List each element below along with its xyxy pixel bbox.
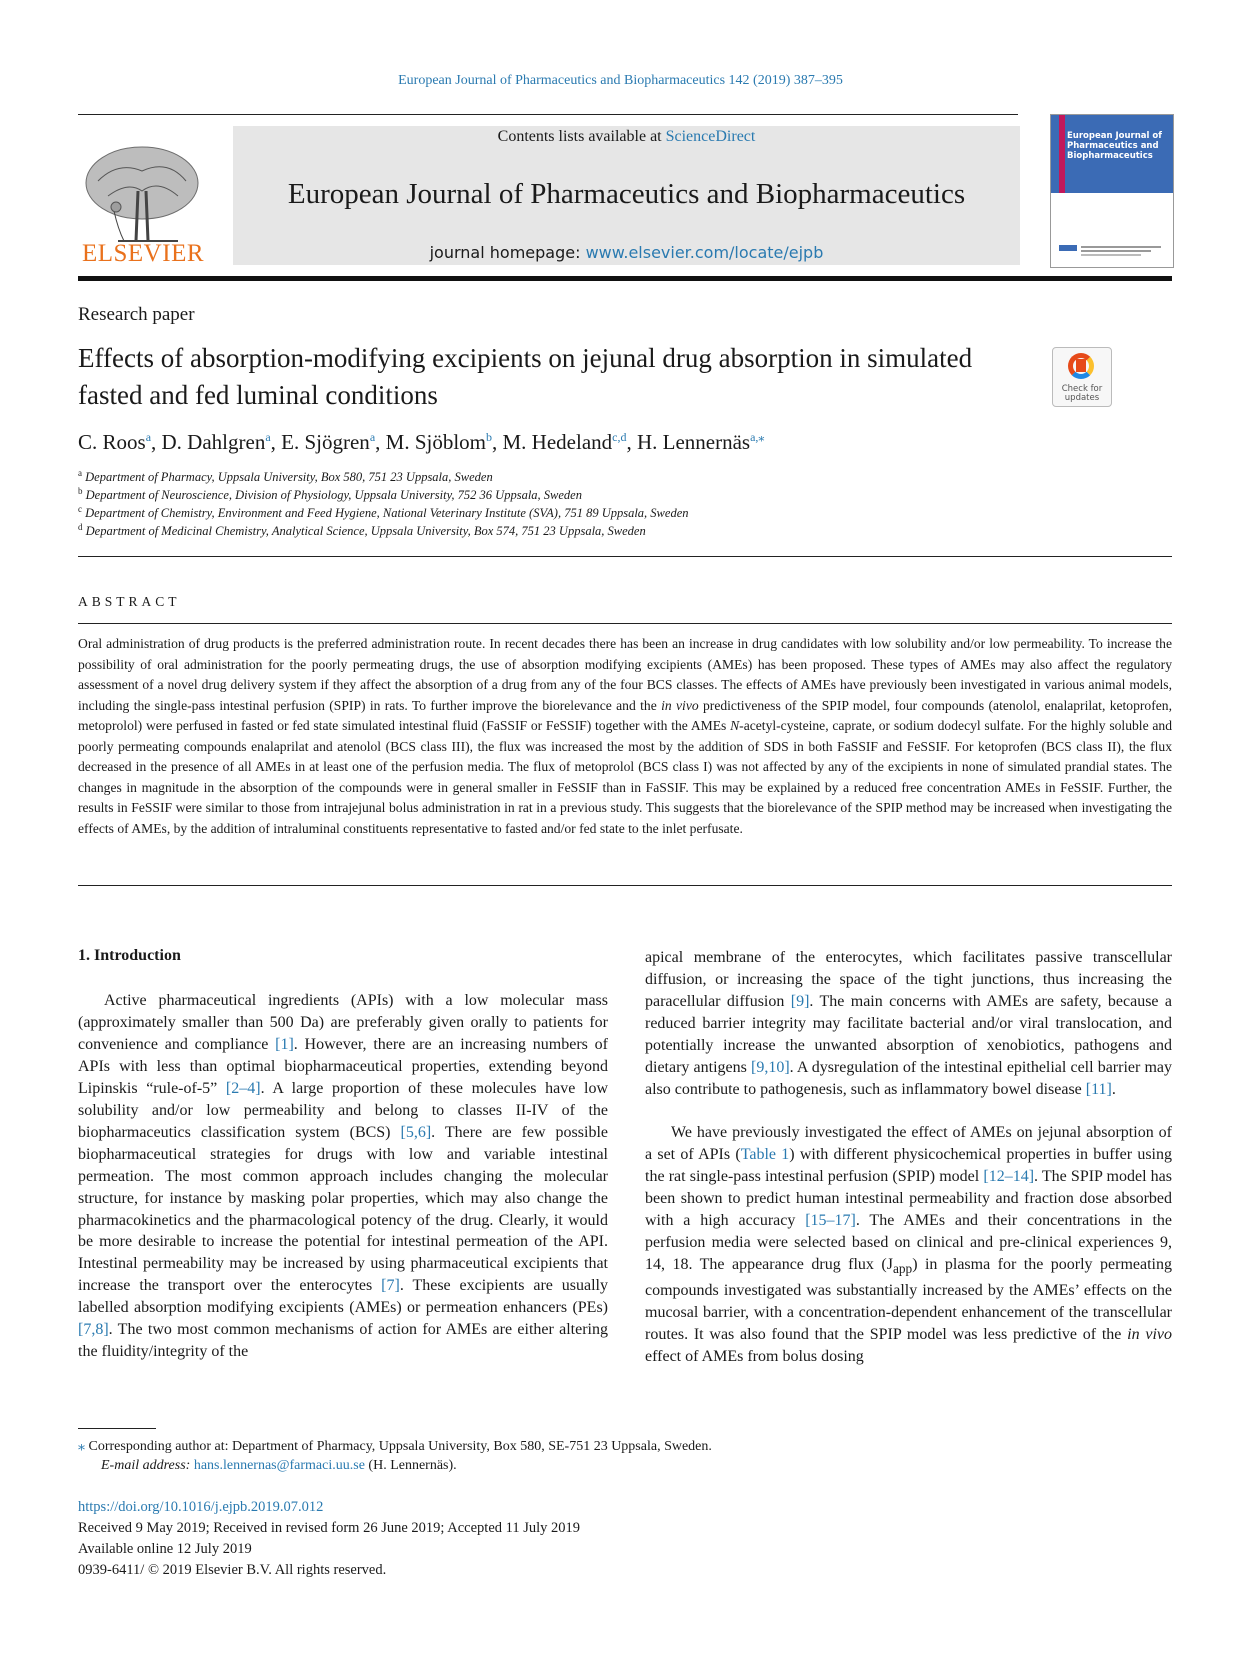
- affiliation-mark: d: [78, 522, 83, 532]
- contents-line: [233, 128, 1020, 146]
- body-text: We have previously investigated the effect of AMEs on jejunal absorption of a set of APIs (: [645, 1124, 1172, 1163]
- author-name[interactable]: M. Hedeland: [502, 430, 613, 454]
- body-text: . There are few possible biopharmaceutical strategies for drugs with low and variable intestinal permeation. The most common approach includes changing the molecular structure, for instance by masking polar properties, which may also change the pharmacokinetics and the pharmacological potency of the drug. Clearly, it would be more desirable to increase the potential for intestinal permeation of the API. Intestinal permeability may be increased by using pharmaceutical excipients that increase the transport over the enterocytes: [78, 1123, 608, 1295]
- bookmark-icon: [1076, 359, 1086, 372]
- article-type: Research paper: [78, 304, 195, 325]
- abstract-italic: in vivo: [661, 697, 699, 713]
- email-link[interactable]: hans.lennernas@farmaci.uu.se: [193, 1458, 365, 1473]
- reference-link[interactable]: [9,10]: [751, 1058, 790, 1076]
- homepage-link[interactable]: www.elsevier.com/locate/ejpb: [585, 243, 824, 262]
- body-text: Active pharmaceutical ingredients (APIs) with a low molecular mass (approximately smaller than 500 Da) are preferably given orally to patients for convenience and compliance: [78, 992, 608, 1053]
- reference-link[interactable]: [7,8]: [78, 1321, 109, 1339]
- reference-link[interactable]: [2–4]: [225, 1079, 261, 1097]
- cover-footer-graphic: [1059, 243, 1165, 259]
- masthead-thick-rule: [78, 276, 1172, 281]
- affiliation-mark: a: [78, 468, 82, 478]
- affiliation: [78, 504, 689, 521]
- author-affiliation-mark[interactable]: b: [486, 430, 492, 444]
- check-updates-label: Check for updates: [1061, 384, 1103, 403]
- reference-link[interactable]: [11]: [1085, 1080, 1112, 1098]
- affiliation-mark: c: [78, 504, 82, 514]
- table-link[interactable]: Table 1: [740, 1145, 790, 1163]
- author-name[interactable]: E. Sjögren: [281, 430, 370, 454]
- author-name[interactable]: C. Roos: [78, 430, 146, 454]
- affiliation-mark: b: [78, 486, 83, 496]
- affiliation-text: Department of Pharmacy, Uppsala University, Box 580, 751 23 Uppsala, Sweden: [85, 470, 493, 485]
- reference-link[interactable]: [12–14]: [983, 1167, 1035, 1185]
- homepage-line: [233, 243, 1020, 262]
- subscript: app: [892, 1260, 913, 1276]
- body-text: . A large proportion of these molecules have low solubility and/or low permeability and belong to classes II-IV of the biopharmaceutics classification system (BCS): [78, 1079, 609, 1141]
- email-label: E-mail address:: [101, 1458, 194, 1473]
- cover-stripe: [1059, 115, 1065, 193]
- homepage-prefix: journal homepage:: [429, 243, 586, 262]
- affiliation: [78, 486, 582, 503]
- author-name[interactable]: M. Sjöblom: [385, 430, 486, 454]
- abstract-heading: ABSTRACT: [78, 594, 181, 609]
- affiliation: [78, 468, 493, 485]
- copyright: 0939-6411/ © 2019 Elsevier B.V. All rights reserved.: [78, 1562, 387, 1578]
- body-text: ) in plasma for the poorly permeating compounds investigated was substantially increased by the AMEs’ effects on the mucosal barrier, with a concentration-dependent enhancement of the transcellular routes. It was also found that the SPIP model was less predictive of the: [645, 1255, 1172, 1343]
- journal-citation[interactable]: European Journal of Pharmaceutics and Biopharmaceutics 142 (2019) 387–395: [398, 73, 843, 88]
- body-text: . These excipients are usually labelled absorption modifying excipients (AMEs) or permeation enhancers (PEs): [78, 1277, 609, 1317]
- author-affiliation-mark[interactable]: c,d: [612, 430, 627, 444]
- body-text: . The AMEs and their concentrations in the perfusion media were selected based on clinical and pre-clinical experiences 9, 14, 18. The appearance drug flux (J: [645, 1211, 1172, 1273]
- affiliation-text: Department of Neuroscience, Division of Physiology, Uppsala University, 752 36 Uppsala, Sweden: [85, 488, 582, 503]
- author-affiliation-mark[interactable]: a: [145, 430, 152, 444]
- journal-cover-thumbnail[interactable]: [1050, 114, 1174, 268]
- intro-paragraph-1-continued: [645, 947, 1172, 1101]
- body-text: effect of AMEs from bolus dosing: [645, 1347, 864, 1365]
- author-affiliation-mark[interactable]: a: [369, 430, 376, 444]
- corresponding-author-footnote: [78, 1438, 712, 1455]
- author-name[interactable]: H. Lennernäs: [636, 430, 751, 454]
- contents-prefix: Contents lists available at: [497, 128, 666, 145]
- author-affiliation-mark[interactable]: a,⁎: [750, 430, 765, 444]
- abstract-text: -acetyl-cysteine, caprate, or sodium dodecyl sulfate. For the highly soluble and poorly permeating compounds enalaprilat and atenolol (BCS class III), the flux was increased the most by the addition of SDS in both FaSSIF and FeSSIF. For ketoprofen (BCS class II), the flux decreased in the presence of all AMEs in at least one of the perfusion media. The flux of metoprolol (BCS class I) was not affected by any of the excipients in none of simulated prandial states. The changes in magnitude in the absorption of the compounds were in general smaller in FeSSIF than in FaSSIF. This may be explained by a reduced free concentration AMEs in FeSSIF. Further, the results in FeSSIF were similar to those from intrajejunal bolus administration in rat in a previous study. This suggests that the biorelevance of the SPIP method may be increased when investigating the effects of AMEs, by the addition of intraluminal constituents representative to fasted and/or fed state to the inlet perfusate.: [78, 718, 1172, 836]
- email-footnote: [101, 1458, 457, 1474]
- italic-text: in vivo: [1127, 1325, 1173, 1343]
- reference-link[interactable]: [7]: [381, 1277, 400, 1295]
- abstract-text: Oral administration of drug products is the preferred administration route. In recent decades there has been an increase in drug candidates with low solubility and/or low permeability. To increase the possibility of oral administration for the poorly permeating drugs, the use of absorption modifying excipients (AMEs) has been proposed. These types of AMEs may also affect the regulatory assessment of a novel drug delivery system if they affect the absorption of a drug from any of the four BCS classes. The effects of AMEs have previously been investigated in various animal models, including the single-pass intestinal perfusion (SPIP) in rats. To further improve the biorelevance and the: [78, 636, 1172, 713]
- body-text: . The main concerns with AMEs are safety, because a reduced barrier integrity may facilitate bacterial and/or viral translocation, and potentially increase the unwanted absorption of xenobiotics, pathogens and dietary antigens: [645, 992, 1173, 1076]
- body-text: . The two most common mechanisms of action for AMEs are either altering the fluidity/integrity of the: [78, 1321, 608, 1361]
- affiliation-text: Department of Medicinal Chemistry, Analytical Science, Uppsala University, Box 574, 751 23 Uppsala, Sweden: [85, 524, 646, 539]
- abstract-italic: N: [730, 718, 740, 733]
- section-rule: [78, 556, 1172, 557]
- footnote-mark[interactable]: ⁎: [78, 1439, 85, 1454]
- available-online: Available online 12 July 2019: [78, 1541, 252, 1557]
- body-text: apical membrane of the enterocytes, which facilitates passive transcellular diffusion, or increasing the space of the tight junctions, thus increasing the paracellular diffusion: [645, 949, 1172, 1010]
- author-list: C. Roos$^a$, D. Dahlgren$^a$, E. Sjögren$^a$, M. Sjöblom$^b$, M. Hedeland$^{c,d}$, H. Lennernäs$^{a,⁎}$: [78, 430, 765, 454]
- email-suffix: (H. Lennernäs).: [364, 1458, 457, 1473]
- reference-link[interactable]: [1]: [275, 1035, 294, 1053]
- check-for-updates-badge[interactable]: [1052, 347, 1112, 407]
- reference-link[interactable]: [5,6]: [400, 1123, 432, 1141]
- section-heading-introduction: 1. Introduction: [78, 947, 181, 964]
- body-text: ) with different physicochemical properties in buffer using the rat single-pass intestinal perfusion (SPIP) model: [645, 1145, 1173, 1185]
- cover-title: European Journal of Pharmaceutics and Biopharmaceutics: [1067, 131, 1162, 161]
- abstract-body: [78, 634, 1172, 839]
- body-text: . However, there are an increasing numbers of APIs with less than optimal biopharmaceutical properties, extending beyond Lipinskis “rule-of-5”: [78, 1035, 608, 1097]
- body-text: . The SPIP model has been shown to predict human intestinal permeability and fraction dose absorbed with a high accuracy: [645, 1167, 1172, 1229]
- received-dates: Received 9 May 2019; Received in revised form 26 June 2019; Accepted 11 July 2019: [78, 1520, 581, 1536]
- journal-title: European Journal of Pharmaceutics and Biopharmaceutics: [287, 178, 966, 210]
- header-rule: [78, 114, 1018, 115]
- abstract-end-rule: [78, 885, 1172, 886]
- reference-link[interactable]: [15–17]: [805, 1211, 856, 1229]
- article-title: Effects of absorption-modifying excipients on jejunal drug absorption in simulated fasted and fed luminal conditions: [78, 343, 973, 410]
- author-name[interactable]: D. Dahlgren: [161, 430, 266, 454]
- sciencedirect-link[interactable]: ScienceDirect: [665, 128, 756, 145]
- body-text: . A dysregulation of the intestinal epithelial cell barrier may also contribute to pathogenesis, such as inflammatory bowel disease: [645, 1058, 1172, 1098]
- doi-link[interactable]: https://doi.org/10.1016/j.ejpb.2019.07.012: [78, 1499, 324, 1515]
- abstract-text: predictiveness of the SPIP model, four compounds (atenolol, enalaprilat, ketoprofen, metoprolol) were perfused in fasted or fed state simulated intestinal fluid (FaSSIF or FeSSIF) together with the AMEs: [78, 697, 1172, 733]
- abstract-rule: [78, 623, 1172, 624]
- elsevier-wordmark: ELSEVIER: [81, 240, 205, 267]
- author-affiliation-mark[interactable]: a: [265, 430, 271, 444]
- intro-paragraph-1: [78, 990, 608, 1363]
- affiliation: [78, 522, 646, 539]
- intro-paragraph-2: [645, 1122, 1172, 1368]
- footnote-text: Corresponding author at: Department of Pharmacy, Uppsala University, Box 580, SE-751 23 Uppsala, Sweden.: [85, 1439, 712, 1454]
- footnote-rule: [78, 1428, 156, 1429]
- reference-link[interactable]: [9]: [790, 992, 810, 1010]
- body-text: .: [1111, 1080, 1116, 1098]
- affiliation-text: Department of Chemistry, Environment and Feed Hygiene, National Veterinary Institute (SVA), 751 89 Uppsala, Sweden: [85, 506, 689, 521]
